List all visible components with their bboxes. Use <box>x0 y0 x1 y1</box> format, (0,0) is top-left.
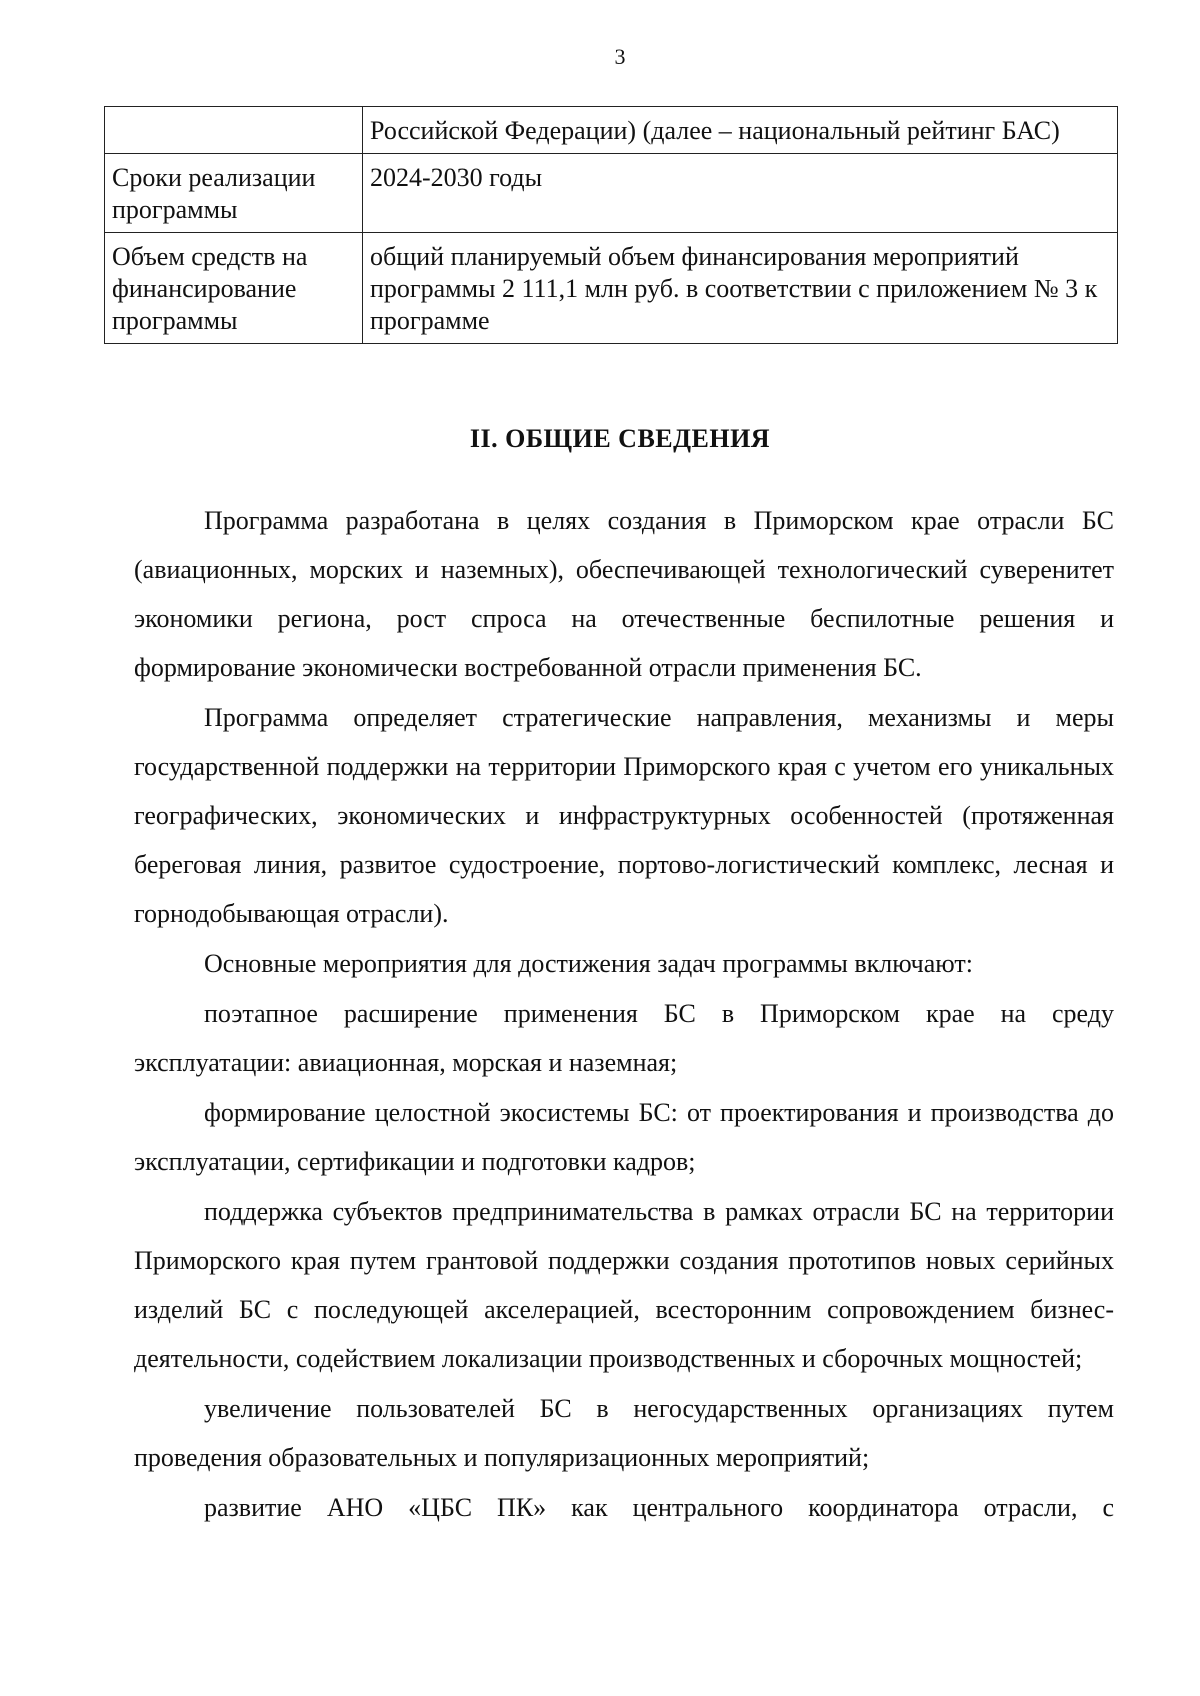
paragraph: Основные мероприятия для достижения задач программы включают: <box>204 949 973 978</box>
paragraph: Программа определяет стратегические направления, механизмы и меры государственной поддержки на территории Приморского края с учетом его уникальных географических, экономических и инфраструктурных особенностей (протяженная береговая линия, развитое судостроение, портово-логистический комплекс, лесная и горнодобывающая отрасли). <box>134 703 1114 928</box>
table-row <box>105 107 1118 154</box>
list-item: развитие АНО «ЦБС ПК» как центрального координатора отрасли, с <box>204 1493 1114 1522</box>
list-item: формирование целостной экосистемы БС: от проектирования и производства до эксплуатации, сертификации и подготовки кадров; <box>134 1098 1114 1176</box>
section-heading: II. ОБЩИЕ СВЕДЕНИЯ <box>469 424 771 453</box>
table-cell-value: Российской Федерации) (далее – национальный рейтинг БАС) <box>363 107 1118 154</box>
table-cell-value: общий планируемый объем финансирования мероприятий программы 2 111,1 млн руб. в соответствии с приложением № 3 к программе <box>363 233 1118 344</box>
list-item: поэтапное расширение применения БС в Приморском крае на среду эксплуатации: авиационная, морская и наземная; <box>134 999 1114 1077</box>
table-cell-label <box>105 107 363 154</box>
list-item: увеличение пользователей БС в негосударственных организациях путем проведения образовательных и популяризационных мероприятий; <box>134 1394 1114 1472</box>
table-row <box>105 154 1118 233</box>
table-cell-value: 2024-2030 годы <box>363 154 1118 233</box>
program-passport-table <box>104 106 1118 344</box>
table-row <box>105 233 1118 344</box>
paragraph: Программа разработана в целях создания в Приморском крае отрасли БС (авиационных, морских и наземных), обеспечивающей технологический суверенитет экономики региона, рост спроса на отечественные беспилотные решения и формирование экономически востребованной отрасли применения БС. <box>134 506 1114 682</box>
page-number: 3 <box>614 44 626 69</box>
table-cell-label: Объем средств на финансирование программы <box>105 233 363 344</box>
list-item: поддержка субъектов предпринимательства в рамках отрасли БС на территории Приморского края путем грантовой поддержки создания прототипов новых серийных изделий БС с последующей акселерацией, всесторонним сопровождением бизнес-деятельности, содействием локализации производственных и сборочных мощностей; <box>134 1197 1114 1373</box>
section-body <box>134 496 1114 1532</box>
table-cell-label: Сроки реализации программы <box>105 154 363 233</box>
